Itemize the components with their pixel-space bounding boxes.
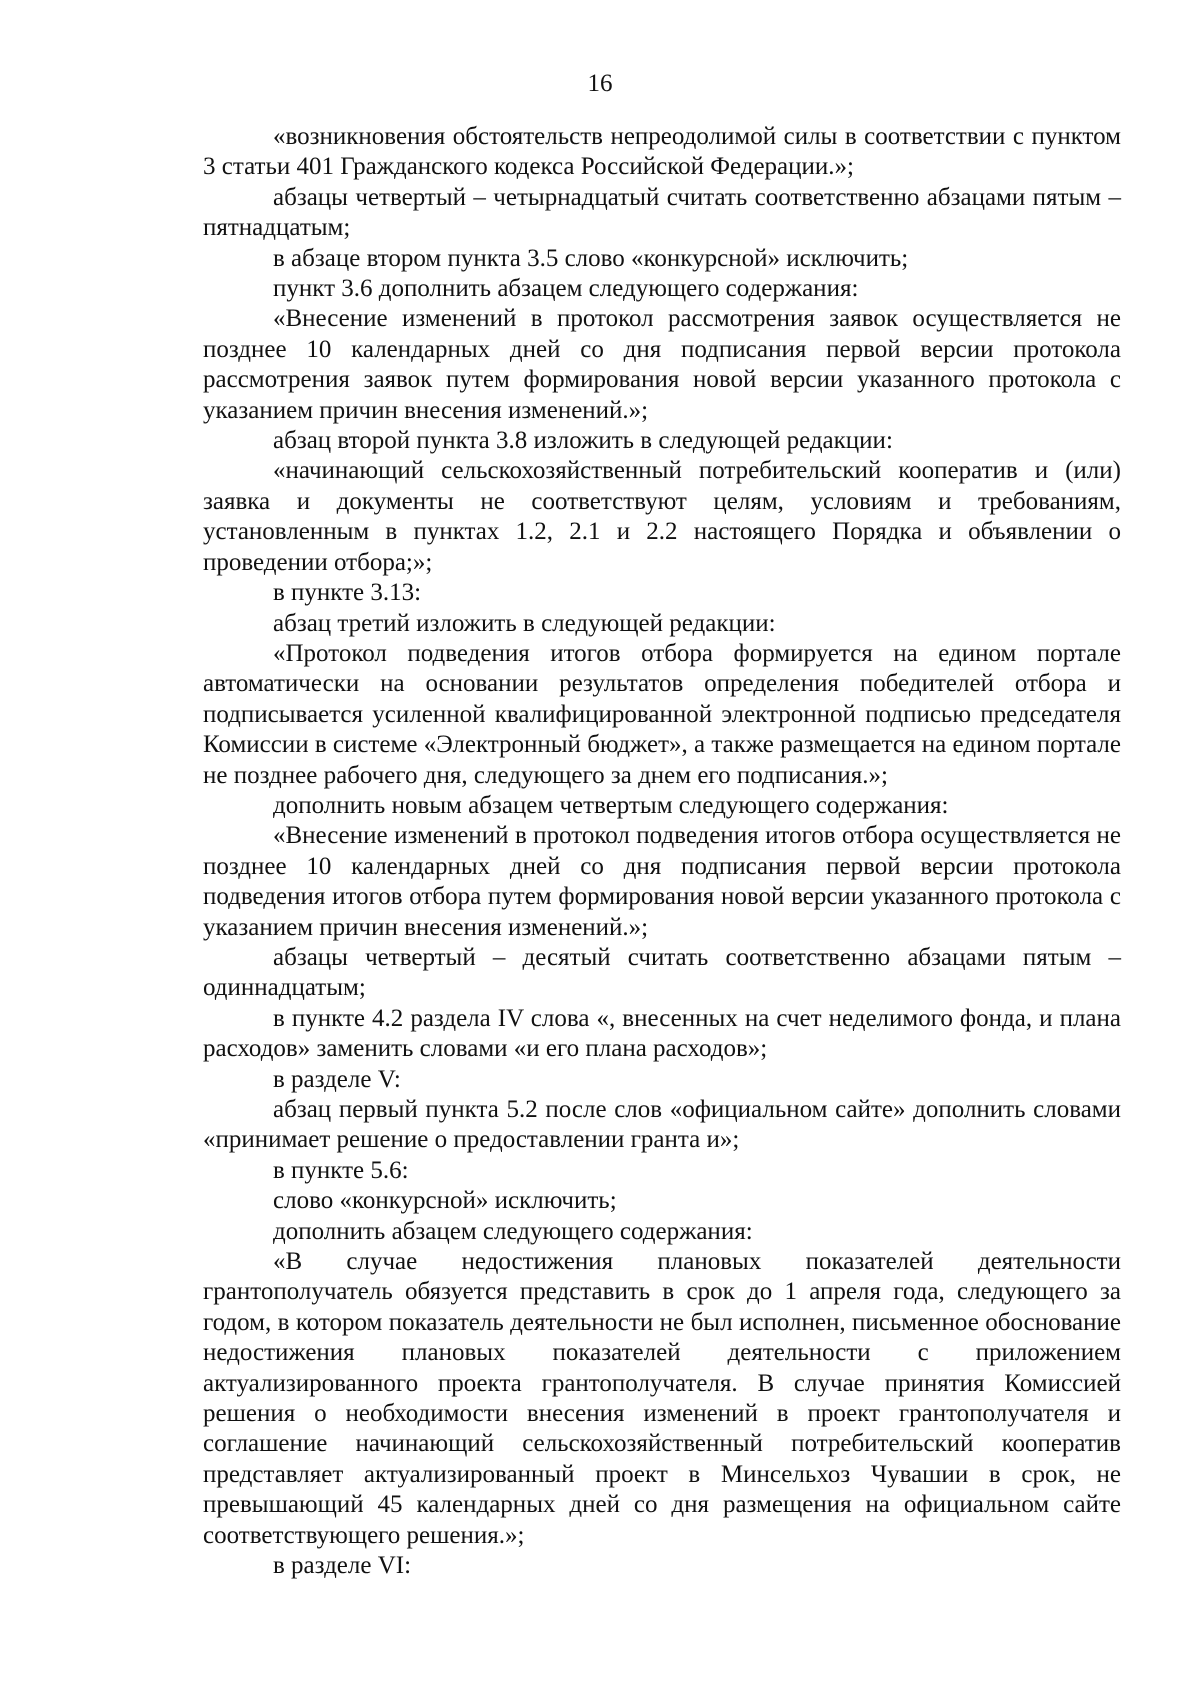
paragraph: в пункте 4.2 раздела IV слова «, внесенных на счет неделимого фонда, и плана расходов» заменить словами «и его плана расходов»; [203,1004,1121,1063]
paragraph: абзац третий изложить в следующей редакции: [273,609,776,637]
paragraph: «Протокол подведения итогов отбора формируется на едином портале автоматически на основании результатов определения победителей отбора и подписывается усиленной квалифицированной электронной подписью председателя Комиссии в системе «Электронный бюджет», а также размещается на едином портале не позднее рабочего дня, следующего за днем его подписания.»; [203,639,1121,789]
paragraph: дополнить новым абзацем четвертым следующего содержания: [273,791,949,819]
document-body [203,122,1121,1582]
paragraph: «возникновения обстоятельств непреодолимой силы в соответствии с пунктом 3 статьи 401 Гражданского кодекса Российской Федерации.»; [203,123,1121,181]
paragraph: в разделе VI: [273,1552,412,1580]
paragraph: абзацы четвертый – четырнадцатый считать соответственно абзацами пятым – пятнадцатым; [203,183,1121,242]
paragraph: абзац второй пункта 3.8 изложить в следующей редакции: [273,427,893,455]
paragraph: «начинающий сельскохозяйственный потребительский кооператив и (или) заявка и документы не соответствуют целям, условиям и требованиям, установленным в пунктах 1.2, 2.1 и 2.2 настоящего Порядка и объявлении о проведении отбора;»; [203,457,1121,576]
paragraph: в абзаце втором пункта 3.5 слово «конкурсной» исключить; [273,244,909,272]
paragraph: дополнить абзацем следующего содержания: [273,1217,753,1245]
paragraph: абзац первый пункта 5.2 после слов «официальном сайте» дополнить словами «принимает решение о предоставлении гранта и»; [203,1096,1121,1154]
paragraph: в пункте 5.6: [273,1156,409,1184]
paragraph: в пункте 3.13: [273,579,422,607]
paragraph: «В случае недостижения плановых показателей деятельности грантополучатель обязуется представить в срок до 1 апреля года, следующего за годом, в котором показатель деятельности не был исполнен, письменное обоснование недостижения плановых показателей деятельности с приложением актуализированного проекта грантополучателя. В случае принятия Комиссией решения о необходимости внесения изменений в проект грантополучателя и соглашение начинающий сельскохозяйственный потребительский кооператив представляет актуализированный проект в Минсельхоз Чувашии в срок, не превышающий 45 календарных дней со дня размещения на официальном сайте соответствующего решения.»; [203,1248,1121,1549]
paragraph: «Внесение изменений в протокол подведения итогов отбора осуществляется не позднее 10 календарных дней со дня подписания первой версии протокола подведения итогов отбора путем формирования новой версии указанного протокола с указанием причин внесения изменений.»; [203,822,1121,941]
paragraph: абзацы четвертый – десятый считать соответственно абзацами пятым – одиннадцатым; [203,943,1121,1002]
paragraph: пункт 3.6 дополнить абзацем следующего содержания: [273,275,859,303]
paragraph: в разделе V: [273,1065,401,1093]
paragraph: слово «конкурсной» исключить; [273,1187,617,1215]
page-number: 16 [587,70,613,97]
paragraph: «Внесение изменений в протокол рассмотрения заявок осуществляется не позднее 10 календарных дней со дня подписания первой версии протокола рассмотрения заявок путем формирования новой версии указанного протокола с указанием причин внесения изменений.»; [203,305,1121,424]
